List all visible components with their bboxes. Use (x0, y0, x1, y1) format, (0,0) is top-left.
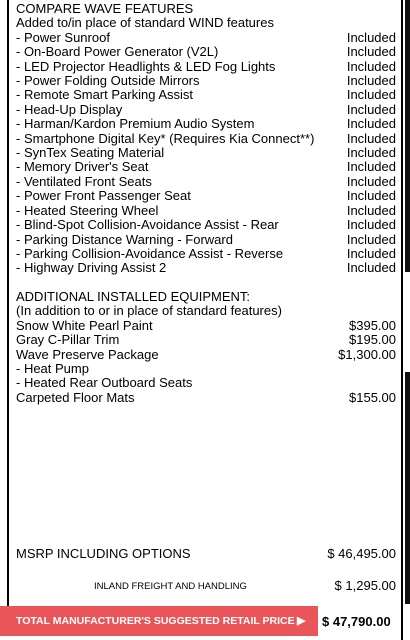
total-price-bar (0, 606, 318, 636)
msrp-label: MSRP INCLUDING OPTIONS (16, 546, 191, 561)
feature-value: Included (346, 173, 396, 189)
list-item (16, 333, 396, 347)
wave-heading: COMPARE WAVE FEATURES (16, 1, 194, 16)
list-item (16, 132, 396, 146)
freight-value: $ 1,295.00 (334, 578, 396, 593)
feature-label: - Parking Distance Warning - Forward (16, 231, 233, 247)
list-item (16, 146, 396, 160)
equipment-label: Gray C-Pillar Trim (16, 332, 120, 348)
list-item (16, 103, 396, 117)
list-item (16, 74, 396, 88)
feature-label: - Harman/Kardon Premium Audio System (16, 116, 255, 132)
feature-value: Included (346, 130, 396, 146)
feature-label: - Remote Smart Parking Assist (16, 87, 193, 103)
list-item (16, 160, 396, 174)
feature-label: - Smartphone Digital Key* (Requires Kia Connect**) (16, 130, 315, 146)
list-item (16, 247, 396, 261)
equipment-label: - Heated Rear Outboard Seats (16, 375, 193, 391)
feature-value: Included (346, 217, 396, 233)
msrp-row (16, 546, 396, 561)
equipment-price: $395.00 (349, 317, 396, 333)
wave-subheading: Added to/in place of standard WIND features (16, 15, 274, 31)
feature-label: - Blind-Spot Collision-Avoidance Assist - Rear (16, 217, 279, 233)
edge-divider (405, 0, 410, 272)
list-item (16, 45, 396, 59)
list-item (16, 319, 396, 333)
feature-label: - On-Board Power Generator (V2L) (16, 44, 219, 60)
feature-value: Included (346, 231, 396, 247)
equipment-label: Carpeted Floor Mats (16, 389, 135, 405)
feature-label: - Power Folding Outside Mirrors (16, 73, 200, 89)
list-item (16, 31, 396, 45)
wave-feature-list (16, 31, 396, 276)
feature-label: - Parking Collision-Avoidance Assist - Reverse (16, 245, 284, 261)
list-item (16, 175, 396, 189)
feature-value: Included (346, 159, 396, 175)
feature-value: Included (346, 58, 396, 74)
feature-value: Included (346, 260, 396, 276)
list-item (16, 376, 396, 390)
feature-value: Included (346, 245, 396, 261)
feature-value: Included (346, 29, 396, 45)
additional-equipment-list (16, 319, 396, 405)
list-item (16, 233, 396, 247)
wave-features-section (16, 2, 396, 276)
feature-label: - Power Sunroof (16, 29, 110, 45)
freight-label: INLAND FREIGHT AND HANDLING (94, 581, 247, 592)
adjacent-page-edge (403, 0, 410, 640)
list-item (16, 362, 396, 376)
feature-label: - Highway Driving Assist 2 (16, 260, 167, 276)
list-item (16, 88, 396, 102)
left-border (7, 0, 9, 606)
feature-value: Included (346, 44, 396, 60)
list-item (16, 189, 396, 203)
feature-value: Included (346, 188, 396, 204)
feature-label: - SynTex Seating Material (16, 145, 165, 161)
list-item (16, 218, 396, 232)
feature-value: Included (346, 202, 396, 218)
equipment-label: Wave Preserve Package (16, 346, 159, 362)
feature-label: - Ventilated Front Seats (16, 173, 152, 189)
additional-equipment-section (16, 290, 396, 405)
feature-value: Included (346, 87, 396, 103)
list-item (16, 204, 396, 218)
additional-subheading: (In addition to or in place of standard features) (16, 303, 282, 319)
equipment-price: $195.00 (349, 332, 396, 348)
list-item (16, 117, 396, 131)
feature-label: - Power Front Passenger Seat (16, 188, 191, 204)
feature-label: - LED Projector Headlights & LED Fog Lights (16, 58, 276, 74)
msrp-value: $ 46,495.00 (327, 546, 396, 561)
total-value: $ 47,790.00 (322, 614, 391, 629)
additional-heading: ADDITIONAL INSTALLED EQUIPMENT: (16, 289, 251, 304)
freight-row (16, 578, 396, 593)
feature-value: Included (346, 145, 396, 161)
edge-divider (405, 372, 410, 604)
equipment-label: Snow White Pearl Paint (16, 317, 153, 333)
feature-label: - Head-Up Display (16, 101, 123, 117)
list-item (16, 60, 396, 74)
list-item (16, 261, 396, 275)
list-item (16, 391, 396, 405)
equipment-label: - Heat Pump (16, 361, 89, 377)
equipment-price: $1,300.00 (338, 346, 396, 362)
feature-value: Included (346, 101, 396, 117)
feature-label: - Heated Steering Wheel (16, 202, 159, 218)
equipment-price: $155.00 (349, 389, 396, 405)
feature-value: Included (346, 116, 396, 132)
arrow-right-icon: ▶ (297, 615, 306, 627)
list-item (16, 348, 396, 362)
total-label: TOTAL MANUFACTURER'S SUGGESTED RETAIL PRICE (16, 615, 295, 627)
feature-value: Included (346, 73, 396, 89)
feature-label: - Memory Driver's Seat (16, 159, 149, 175)
